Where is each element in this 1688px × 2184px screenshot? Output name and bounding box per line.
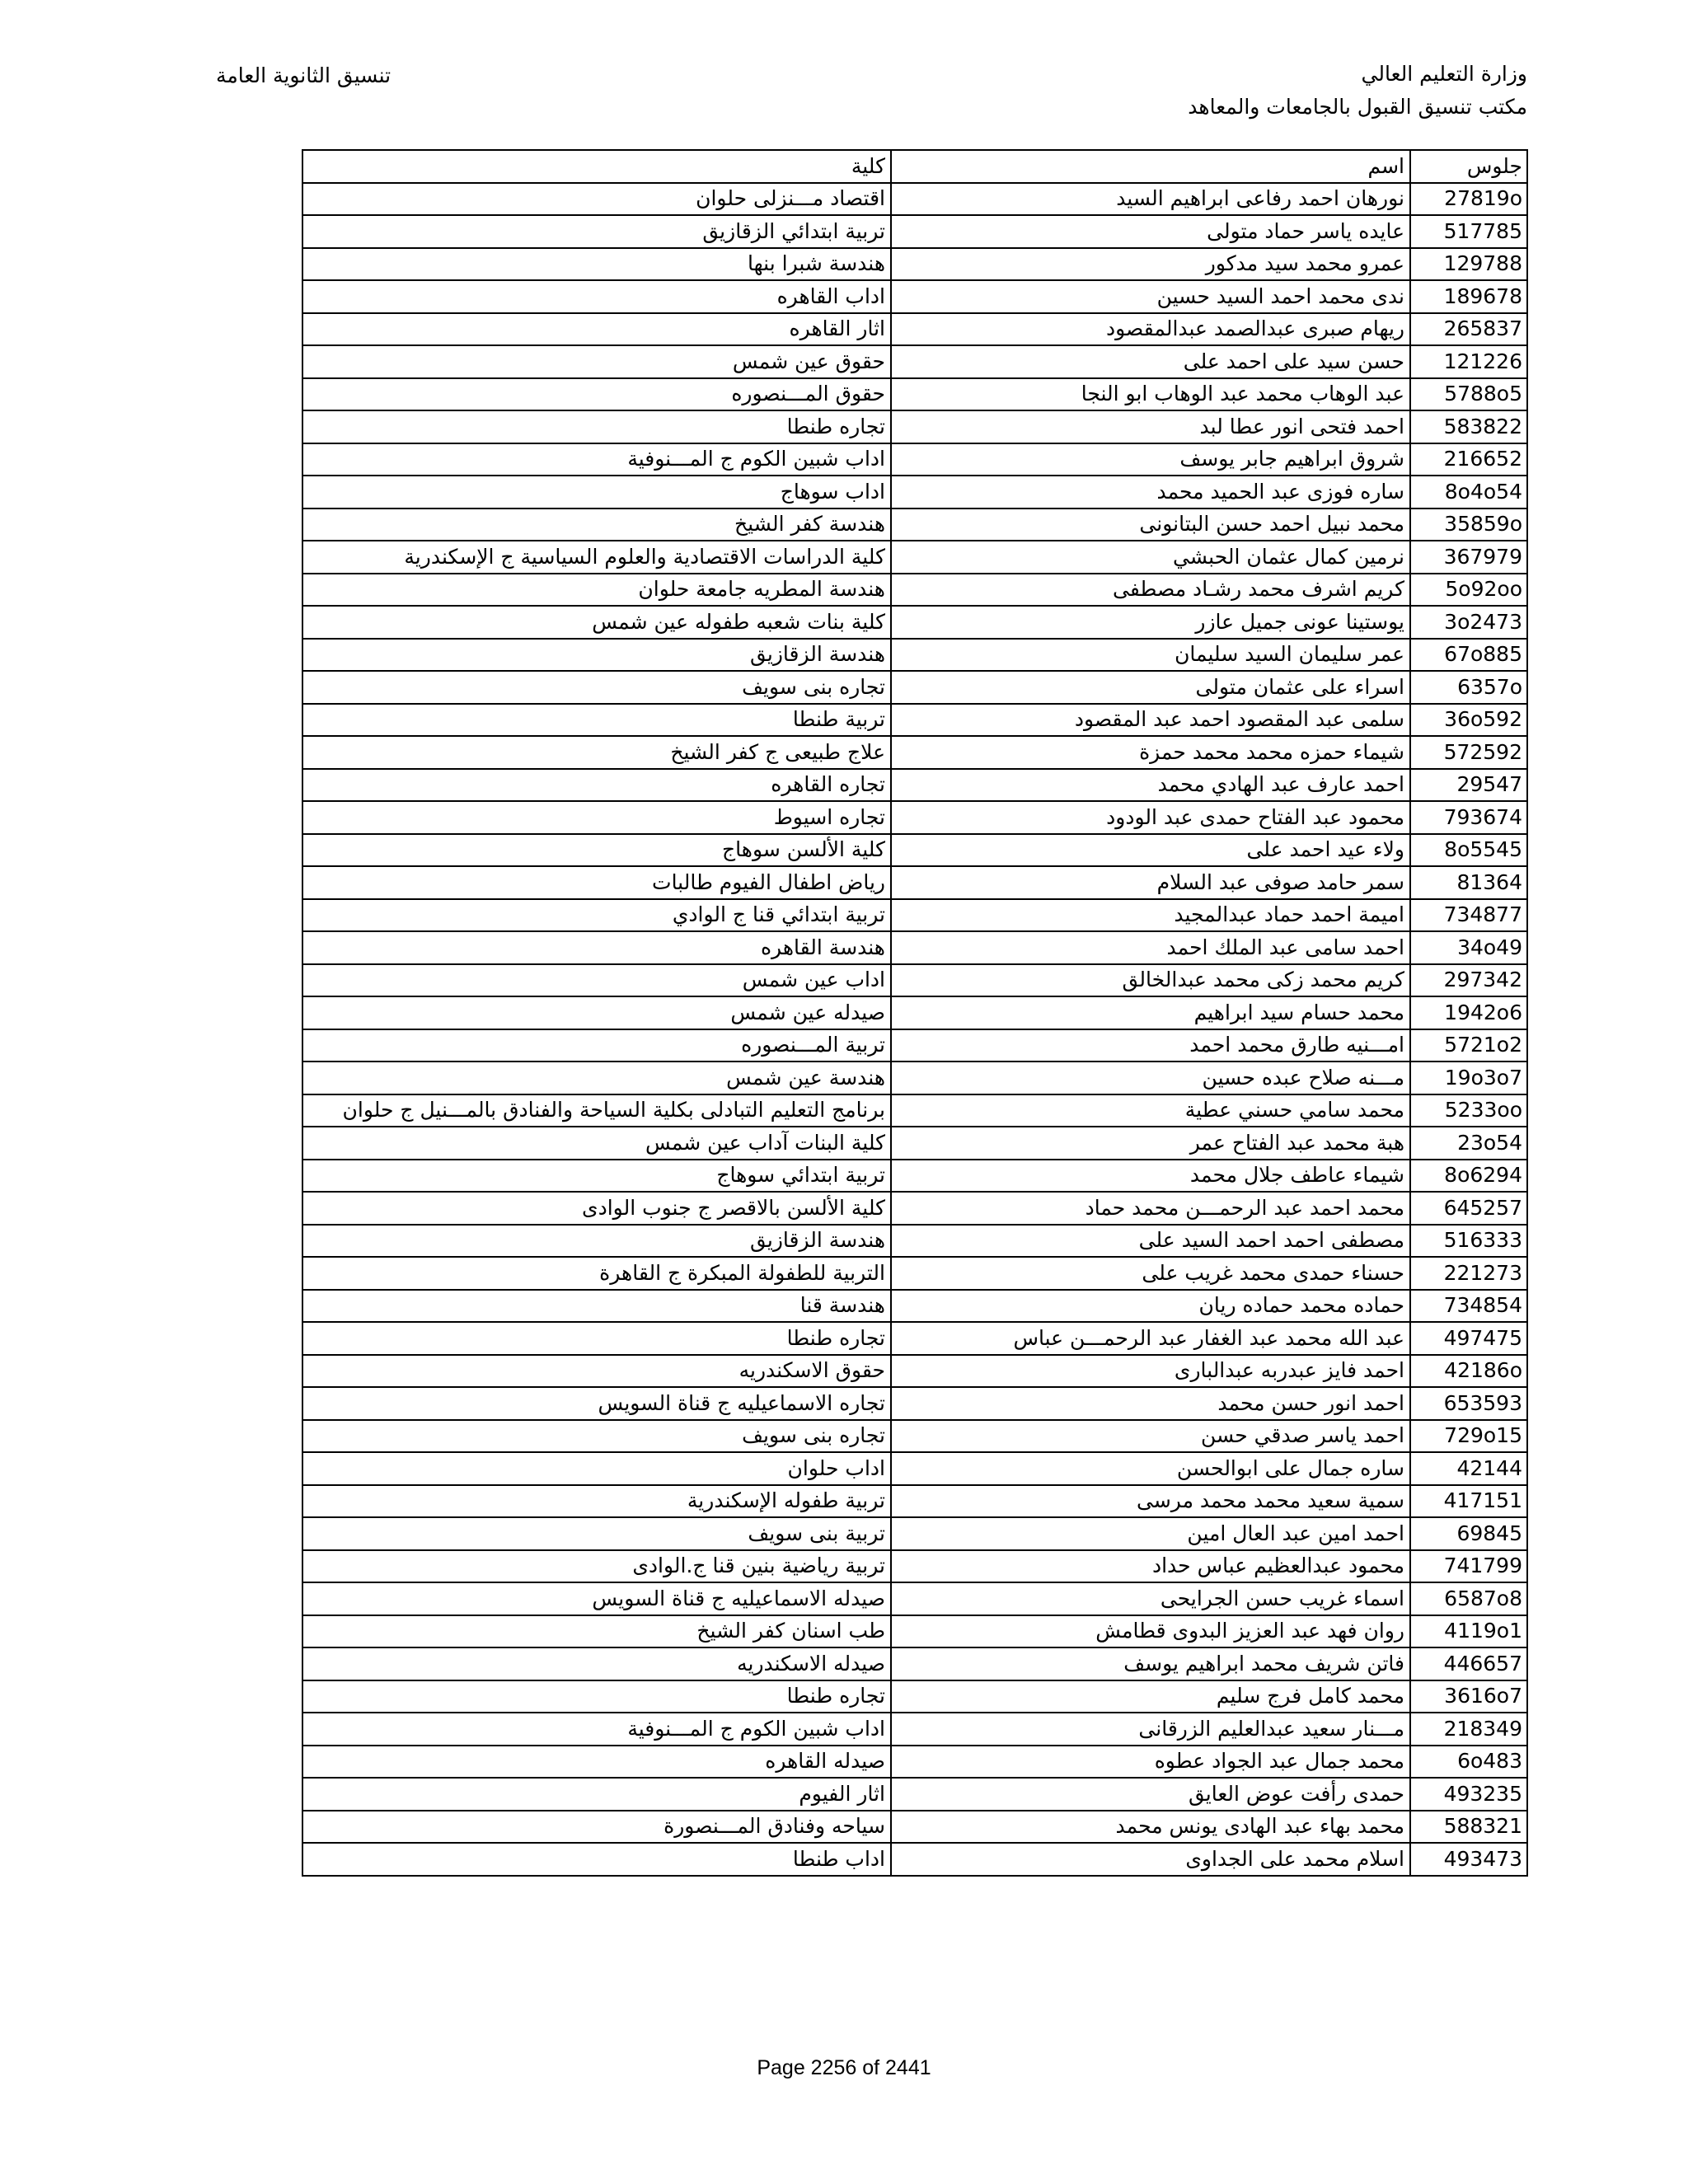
name-cell: اسماء غريب حسن الجرايحى	[891, 1582, 1410, 1615]
seat-cell: 5788o5	[1410, 378, 1527, 411]
faculty-cell: اقتصاد مـــنزلى حلوان	[302, 183, 891, 216]
column-header-name: اسم	[891, 150, 1410, 183]
table-row	[302, 1713, 1527, 1746]
name-cell: محمد بهاء عبد الهادى يونس محمد	[891, 1811, 1410, 1844]
name-cell: اميمة احمد حماد عبدالمجيد	[891, 899, 1410, 932]
table-row	[302, 866, 1527, 899]
seat-cell: 446657	[1410, 1647, 1527, 1680]
column-header-faculty: كلية	[302, 150, 891, 183]
seat-cell: 497475	[1410, 1322, 1527, 1355]
name-cell: احمد انور حسن محمد	[891, 1387, 1410, 1420]
name-cell: احمد عارف عبد الهادي محمد	[891, 769, 1410, 802]
name-cell: عبد الله محمد عبد الغفار عبد الرحمـــن عباس	[891, 1322, 1410, 1355]
name-cell: نرمين كمال عثمان الحبشي	[891, 541, 1410, 574]
seat-cell: 6357o	[1410, 671, 1527, 704]
table-row	[302, 639, 1527, 672]
name-cell: احمد فايز عبدربه عبدالبارى	[891, 1355, 1410, 1388]
faculty-cell: اداب سوهاج	[302, 476, 891, 509]
seat-cell: 67o885	[1410, 639, 1527, 672]
table-row	[302, 736, 1527, 769]
seat-cell: 297342	[1410, 964, 1527, 997]
ministry-title: وزارة التعليم العالي	[1361, 62, 1527, 86]
table-row	[302, 280, 1527, 313]
seat-cell: 8o5545	[1410, 834, 1527, 867]
seat-cell: 6587o8	[1410, 1582, 1527, 1615]
name-cell: محمد نبيل احمد حسن البتانونى	[891, 509, 1410, 541]
name-cell: يوستينا عونى جميل عازر	[891, 606, 1410, 639]
faculty-cell: اداب عين شمس	[302, 964, 891, 997]
name-cell: محمد كامل فرج سليم	[891, 1680, 1410, 1713]
name-cell: عايده ياسر حماد متولى	[891, 215, 1410, 248]
seat-cell: 734854	[1410, 1290, 1527, 1323]
table-row	[302, 1746, 1527, 1779]
table-row	[302, 671, 1527, 704]
seat-cell: 42144	[1410, 1452, 1527, 1485]
name-cell: نورهان احمد رفاعى ابراهيم السيد	[891, 183, 1410, 216]
table-row	[302, 574, 1527, 607]
table-row	[302, 801, 1527, 834]
faculty-cell: اداب القاهره	[302, 280, 891, 313]
seat-cell: 19o3o7	[1410, 1062, 1527, 1094]
faculty-cell: تربية ابتدائي سوهاج	[302, 1160, 891, 1193]
faculty-cell: برنامج التعليم التبادلى بكلية السياحة والفنادق بالمـــنيل ج حلوان	[302, 1094, 891, 1127]
table-row	[302, 509, 1527, 541]
seat-cell: 3o2473	[1410, 606, 1527, 639]
seat-cell: 741799	[1410, 1550, 1527, 1583]
faculty-cell: تربية طنطا	[302, 704, 891, 737]
faculty-cell: تجاره القاهره	[302, 769, 891, 802]
faculty-cell: اداب شبين الكوم ج المـــنوفية	[302, 1713, 891, 1746]
name-cell: محمود عبد الفتاح حمدى عبد الودود	[891, 801, 1410, 834]
name-cell: مـــنار سعيد عبدالعليم الزرقانى	[891, 1713, 1410, 1746]
faculty-cell: اثار القاهره	[302, 313, 891, 346]
name-cell: محمد احمد عبد الرحمـــن محمد حماد	[891, 1192, 1410, 1225]
table-row	[302, 1550, 1527, 1583]
seat-cell: 34o49	[1410, 931, 1527, 964]
name-cell: محمود عبدالعظيم عباس حداد	[891, 1550, 1410, 1583]
table-row	[302, 313, 1527, 346]
seat-cell: 572592	[1410, 736, 1527, 769]
table-row	[302, 248, 1527, 281]
faculty-cell: اداب شبين الكوم ج المـــنوفية	[302, 443, 891, 476]
name-cell: ريهام صبرى عبدالصمد عبدالمقصود	[891, 313, 1410, 346]
table-row	[302, 1160, 1527, 1193]
faculty-cell: تجاره اسيوط	[302, 801, 891, 834]
seat-cell: 5o92oo	[1410, 574, 1527, 607]
table-row	[302, 1647, 1527, 1680]
name-cell: ساره جمال على ابوالحسن	[891, 1452, 1410, 1485]
faculty-cell: تجاره بنى سويف	[302, 1420, 891, 1453]
table-row	[302, 1843, 1527, 1876]
office-title: مكتب تنسيق القبول بالجامعات والمعاهد	[1188, 95, 1527, 119]
table-row	[302, 183, 1527, 216]
seat-cell: 5721o2	[1410, 1029, 1527, 1062]
name-cell: احمد امين عبد العال امين	[891, 1517, 1410, 1550]
table-row	[302, 1192, 1527, 1225]
faculty-cell: صيدله القاهره	[302, 1746, 891, 1779]
table-row	[302, 1290, 1527, 1323]
faculty-cell: صيدله الاسكندريه	[302, 1647, 891, 1680]
name-cell: حسن سيد على احمد على	[891, 345, 1410, 378]
faculty-cell: تربية بنى سويف	[302, 1517, 891, 1550]
seat-cell: 417151	[1410, 1485, 1527, 1518]
table-row	[302, 410, 1527, 443]
table-row	[302, 476, 1527, 509]
seat-cell: 42186o	[1410, 1355, 1527, 1388]
name-cell: مصطفى احمد احمد السيد على	[891, 1225, 1410, 1258]
seat-cell: 8o6294	[1410, 1160, 1527, 1193]
faculty-cell: هندسة كفر الشيخ	[302, 509, 891, 541]
faculty-cell: رياض اطفال الفيوم طالبات	[302, 866, 891, 899]
faculty-cell: كلية الألسن بالاقصر ج جنوب الوادى	[302, 1192, 891, 1225]
name-cell: احمد فتحى انور عطا لبد	[891, 410, 1410, 443]
name-cell: شروق ابراهيم جابر يوسف	[891, 443, 1410, 476]
faculty-cell: هندسة الزقازيق	[302, 639, 891, 672]
name-cell: هبة محمد عبد الفتاح عمر	[891, 1127, 1410, 1160]
table-row	[302, 215, 1527, 248]
faculty-cell: حقوق الاسكندريه	[302, 1355, 891, 1388]
faculty-cell: صيدله عين شمس	[302, 996, 891, 1029]
table-row	[302, 1127, 1527, 1160]
faculty-cell: تجاره طنطا	[302, 1680, 891, 1713]
faculty-cell: تربية المـــنصوره	[302, 1029, 891, 1062]
seat-cell: 6o483	[1410, 1746, 1527, 1779]
table-row	[302, 1387, 1527, 1420]
name-cell: سلمى عبد المقصود احمد عبد المقصود	[891, 704, 1410, 737]
faculty-cell: تجاره بنى سويف	[302, 671, 891, 704]
table-row	[302, 345, 1527, 378]
section-title: تنسيق الثانوية العامة	[216, 63, 392, 87]
table-row	[302, 1225, 1527, 1258]
name-cell: حماده محمد حماده ريان	[891, 1290, 1410, 1323]
name-cell: امـــنيه طارق محمد احمد	[891, 1029, 1410, 1062]
table-row	[302, 1257, 1527, 1290]
seat-cell: 588321	[1410, 1811, 1527, 1844]
name-cell: محمد حسام سيد ابراهيم	[891, 996, 1410, 1029]
seat-cell: 793674	[1410, 801, 1527, 834]
faculty-cell: صيدله الاسماعيليه ج قناة السويس	[302, 1582, 891, 1615]
name-cell: ولاء عيد احمد على	[891, 834, 1410, 867]
faculty-cell: اداب حلوان	[302, 1452, 891, 1485]
seat-cell: 3616o7	[1410, 1680, 1527, 1713]
faculty-cell: هندسة قنا	[302, 1290, 891, 1323]
name-cell: حمدى رأفت عوض العايق	[891, 1778, 1410, 1811]
seat-cell: 8o4o54	[1410, 476, 1527, 509]
faculty-cell: تجاره طنطا	[302, 410, 891, 443]
name-cell: كريم اشرف محمد رشـاد مصطفى	[891, 574, 1410, 607]
table-row	[302, 769, 1527, 802]
seat-cell: 493473	[1410, 1843, 1527, 1876]
faculty-cell: حقوق المـــنصوره	[302, 378, 891, 411]
name-cell: اسلام محمد على الجداوى	[891, 1843, 1410, 1876]
name-cell: محمد سامي حسني عطية	[891, 1094, 1410, 1127]
table-row	[302, 606, 1527, 639]
name-cell: عمرو محمد سيد مدكور	[891, 248, 1410, 281]
faculty-cell: تجاره طنطا	[302, 1322, 891, 1355]
table-row	[302, 378, 1527, 411]
faculty-cell: كلية الألسن سوهاج	[302, 834, 891, 867]
faculty-cell: كلية الدراسات الاقتصادية والعلوم السياسية ج الإسكندرية	[302, 541, 891, 574]
faculty-cell: هندسة المطريه جامعة حلوان	[302, 574, 891, 607]
name-cell: سمر حامد صوفى عبد السلام	[891, 866, 1410, 899]
seat-cell: 734877	[1410, 899, 1527, 932]
faculty-cell: سياحه وفنادق المـــنصورة	[302, 1811, 891, 1844]
seat-cell: 516333	[1410, 1225, 1527, 1258]
name-cell: عبد الوهاب محمد عبد الوهاب ابو النجا	[891, 378, 1410, 411]
seat-cell: 23o54	[1410, 1127, 1527, 1160]
header-right	[1188, 58, 1527, 124]
table-row	[302, 1615, 1527, 1648]
results-table	[302, 149, 1528, 1877]
seat-cell: 218349	[1410, 1713, 1527, 1746]
table-row	[302, 1811, 1527, 1844]
table-row	[302, 1029, 1527, 1062]
faculty-cell: تربية طفوله الإسكندرية	[302, 1485, 891, 1518]
name-cell: مـــنه صلاح عبده حسين	[891, 1062, 1410, 1094]
seat-cell: 517785	[1410, 215, 1527, 248]
table-row	[302, 1062, 1527, 1094]
seat-cell: 729o15	[1410, 1420, 1527, 1453]
seat-cell: 221273	[1410, 1257, 1527, 1290]
seat-cell: 121226	[1410, 345, 1527, 378]
seat-cell: 27819o	[1410, 183, 1527, 216]
seat-cell: 36o592	[1410, 704, 1527, 737]
name-cell: روان فهد عبد العزيز البدوى قطامش	[891, 1615, 1410, 1648]
table-row	[302, 1420, 1527, 1453]
name-cell: احمد سامى عبد الملك احمد	[891, 931, 1410, 964]
faculty-cell: هندسة الزقازيق	[302, 1225, 891, 1258]
faculty-cell: تربية ابتدائي قنا ج الوادي	[302, 899, 891, 932]
faculty-cell: كلية بنات شعبه طفوله عين شمس	[302, 606, 891, 639]
seat-cell: 645257	[1410, 1192, 1527, 1225]
column-header-seat: جلوس	[1410, 150, 1527, 183]
seat-cell: 653593	[1410, 1387, 1527, 1420]
table-row	[302, 964, 1527, 997]
seat-cell: 35859o	[1410, 509, 1527, 541]
name-cell: شيماء عاطف جلال محمد	[891, 1160, 1410, 1193]
faculty-cell: حقوق عين شمس	[302, 345, 891, 378]
faculty-cell: تجاره الاسماعيليه ج قناة السويس	[302, 1387, 891, 1420]
faculty-cell: التربية للطفولة المبكرة ج القاهرة	[302, 1257, 891, 1290]
table-row	[302, 931, 1527, 964]
table-row	[302, 704, 1527, 737]
name-cell: كريم محمد زكى محمد عبدالخالق	[891, 964, 1410, 997]
table-row	[302, 1355, 1527, 1388]
table-row	[302, 996, 1527, 1029]
page-number: Page 2256 of 2441	[757, 2056, 931, 2079]
table-row	[302, 899, 1527, 932]
seat-cell: 493235	[1410, 1778, 1527, 1811]
name-cell: فاتن شريف محمد ابراهيم يوسف	[891, 1647, 1410, 1680]
seat-cell: 265837	[1410, 313, 1527, 346]
name-cell: عمر سليمان السيد سليمان	[891, 639, 1410, 672]
seat-cell: 583822	[1410, 410, 1527, 443]
seat-cell: 367979	[1410, 541, 1527, 574]
seat-cell: 1942o6	[1410, 996, 1527, 1029]
seat-cell: 189678	[1410, 280, 1527, 313]
seat-cell: 4119o1	[1410, 1615, 1527, 1648]
name-cell: سمية سعيد محمد محمد مرسى	[891, 1485, 1410, 1518]
faculty-cell: هندسة القاهره	[302, 931, 891, 964]
table-row	[302, 1485, 1527, 1518]
table-row	[302, 1094, 1527, 1127]
seat-cell: 81364	[1410, 866, 1527, 899]
seat-cell: 216652	[1410, 443, 1527, 476]
table-row	[302, 541, 1527, 574]
table-row	[302, 1452, 1527, 1485]
name-cell: حسناء حمدى محمد غريب على	[891, 1257, 1410, 1290]
table-row	[302, 1680, 1527, 1713]
faculty-cell: هندسة شبرا بنها	[302, 248, 891, 281]
table-row	[302, 834, 1527, 867]
table-row	[302, 1517, 1527, 1550]
faculty-cell: اداب طنطا	[302, 1843, 891, 1876]
faculty-cell: تربية رياضية بنين قنا ج.الوادى	[302, 1550, 891, 1583]
name-cell: احمد ياسر صدقي حسن	[891, 1420, 1410, 1453]
table-row	[302, 1582, 1527, 1615]
name-cell: ساره فوزى عبد الحميد محمد	[891, 476, 1410, 509]
name-cell: محمد جمال عبد الجواد عطوه	[891, 1746, 1410, 1779]
seat-cell: 29547	[1410, 769, 1527, 802]
name-cell: شيماء حمزه محمد محمد حمزة	[891, 736, 1410, 769]
faculty-cell: تربية ابتدائي الزقازيق	[302, 215, 891, 248]
seat-cell: 5233oo	[1410, 1094, 1527, 1127]
faculty-cell: هندسة عين شمس	[302, 1062, 891, 1094]
table-row	[302, 1778, 1527, 1811]
faculty-cell: اثار الفيوم	[302, 1778, 891, 1811]
table-body	[302, 183, 1527, 1876]
seat-cell: 69845	[1410, 1517, 1527, 1550]
name-cell: ندى محمد احمد السيد حسين	[891, 280, 1410, 313]
table-header-row	[302, 150, 1527, 183]
faculty-cell: كلية البنات آداب عين شمس	[302, 1127, 891, 1160]
seat-cell: 129788	[1410, 248, 1527, 281]
table-row	[302, 1322, 1527, 1355]
faculty-cell: علاج طبيعى ج كفر الشيخ	[302, 736, 891, 769]
faculty-cell: طب اسنان كفر الشيخ	[302, 1615, 891, 1648]
table-row	[302, 443, 1527, 476]
name-cell: اسراء على عثمان متولى	[891, 671, 1410, 704]
